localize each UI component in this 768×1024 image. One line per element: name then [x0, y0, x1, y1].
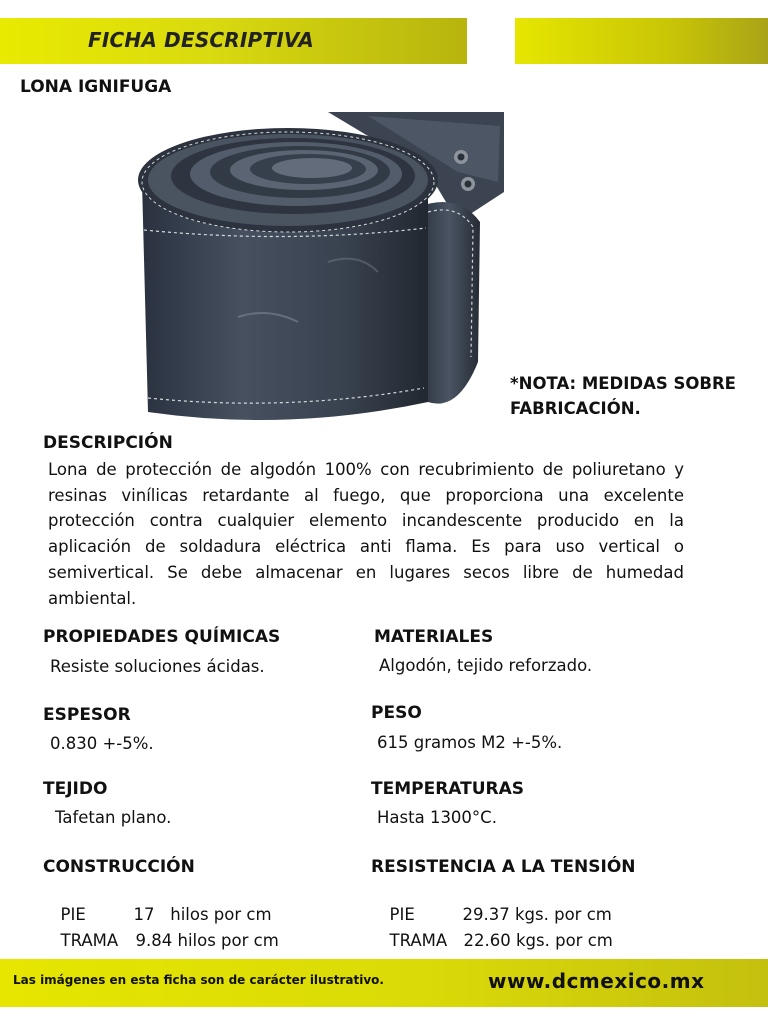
construction-heading: CONSTRUCCIÓN — [43, 857, 195, 877]
header-band-right — [515, 18, 768, 64]
materials-heading: MATERIALES — [374, 627, 494, 647]
footer-disclaimer: Las imágenes en esta ficha son de carácter ilustrativo. — [13, 973, 384, 987]
materials-value: Algodón, tejido reforzado. — [379, 656, 593, 675]
description-heading: DESCRIPCIÓN — [43, 433, 173, 453]
rolled-tarp-illustration — [128, 112, 504, 424]
construction-row-label: PIE — [60, 905, 86, 924]
weave-heading: TEJIDO — [43, 779, 108, 799]
construction-row — [50, 912, 279, 950]
tensile-strength-heading: RESISTENCIA A LA TENSIÓN — [371, 857, 636, 877]
tensile-row-value: 29.37 kgs. por cm — [462, 905, 612, 924]
tensile-row-label: TRAMA — [389, 931, 448, 950]
tensile-row-value: 22.60 kgs. por cm — [463, 931, 613, 950]
weave-value: Tafetan plano. — [55, 808, 172, 827]
page-title: FICHA DESCRIPTIVA — [88, 28, 314, 52]
product-name: LONA IGNIFUGA — [20, 77, 172, 97]
thickness-heading: ESPESOR — [43, 705, 131, 725]
chemical-properties-value: Resiste soluciones ácidas. — [50, 657, 265, 676]
weight-heading: PESO — [371, 703, 422, 723]
measurement-note: *NOTA: MEDIDAS SOBRE FABRICACIÓN. — [510, 374, 736, 418]
tensile-row-label: PIE — [389, 905, 415, 924]
description-body: Lona de protección de algodón 100% con recubrimiento de poliuretano y resinas vinílicas retardante al fuego, que proporciona una excelente protección contra cualquier elemento incandescente producido en la aplicación de soldadura eléctrica anti flama. Es para uso vertical o semivertical. Se debe almacenar en lugares secos libre de humedad ambiental. — [48, 460, 684, 608]
product-image — [128, 112, 504, 424]
temperatures-heading: TEMPERATURAS — [371, 779, 525, 799]
tensile-row — [379, 912, 613, 950]
weight-value: 615 gramos M2 +-5%. — [377, 733, 563, 752]
chemical-properties-heading: PROPIEDADES QUÍMICAS — [43, 627, 281, 647]
construction-row-value: 17 hilos por cm — [133, 905, 272, 924]
thickness-value: 0.830 +-5%. — [50, 734, 154, 753]
temperatures-value: Hasta 1300°C. — [377, 808, 497, 827]
footer-website-link[interactable]: www.dcmexico.mx — [488, 969, 705, 993]
construction-row-label: TRAMA — [60, 931, 119, 950]
construction-row-value: 9.84 hilos por cm — [135, 931, 279, 950]
